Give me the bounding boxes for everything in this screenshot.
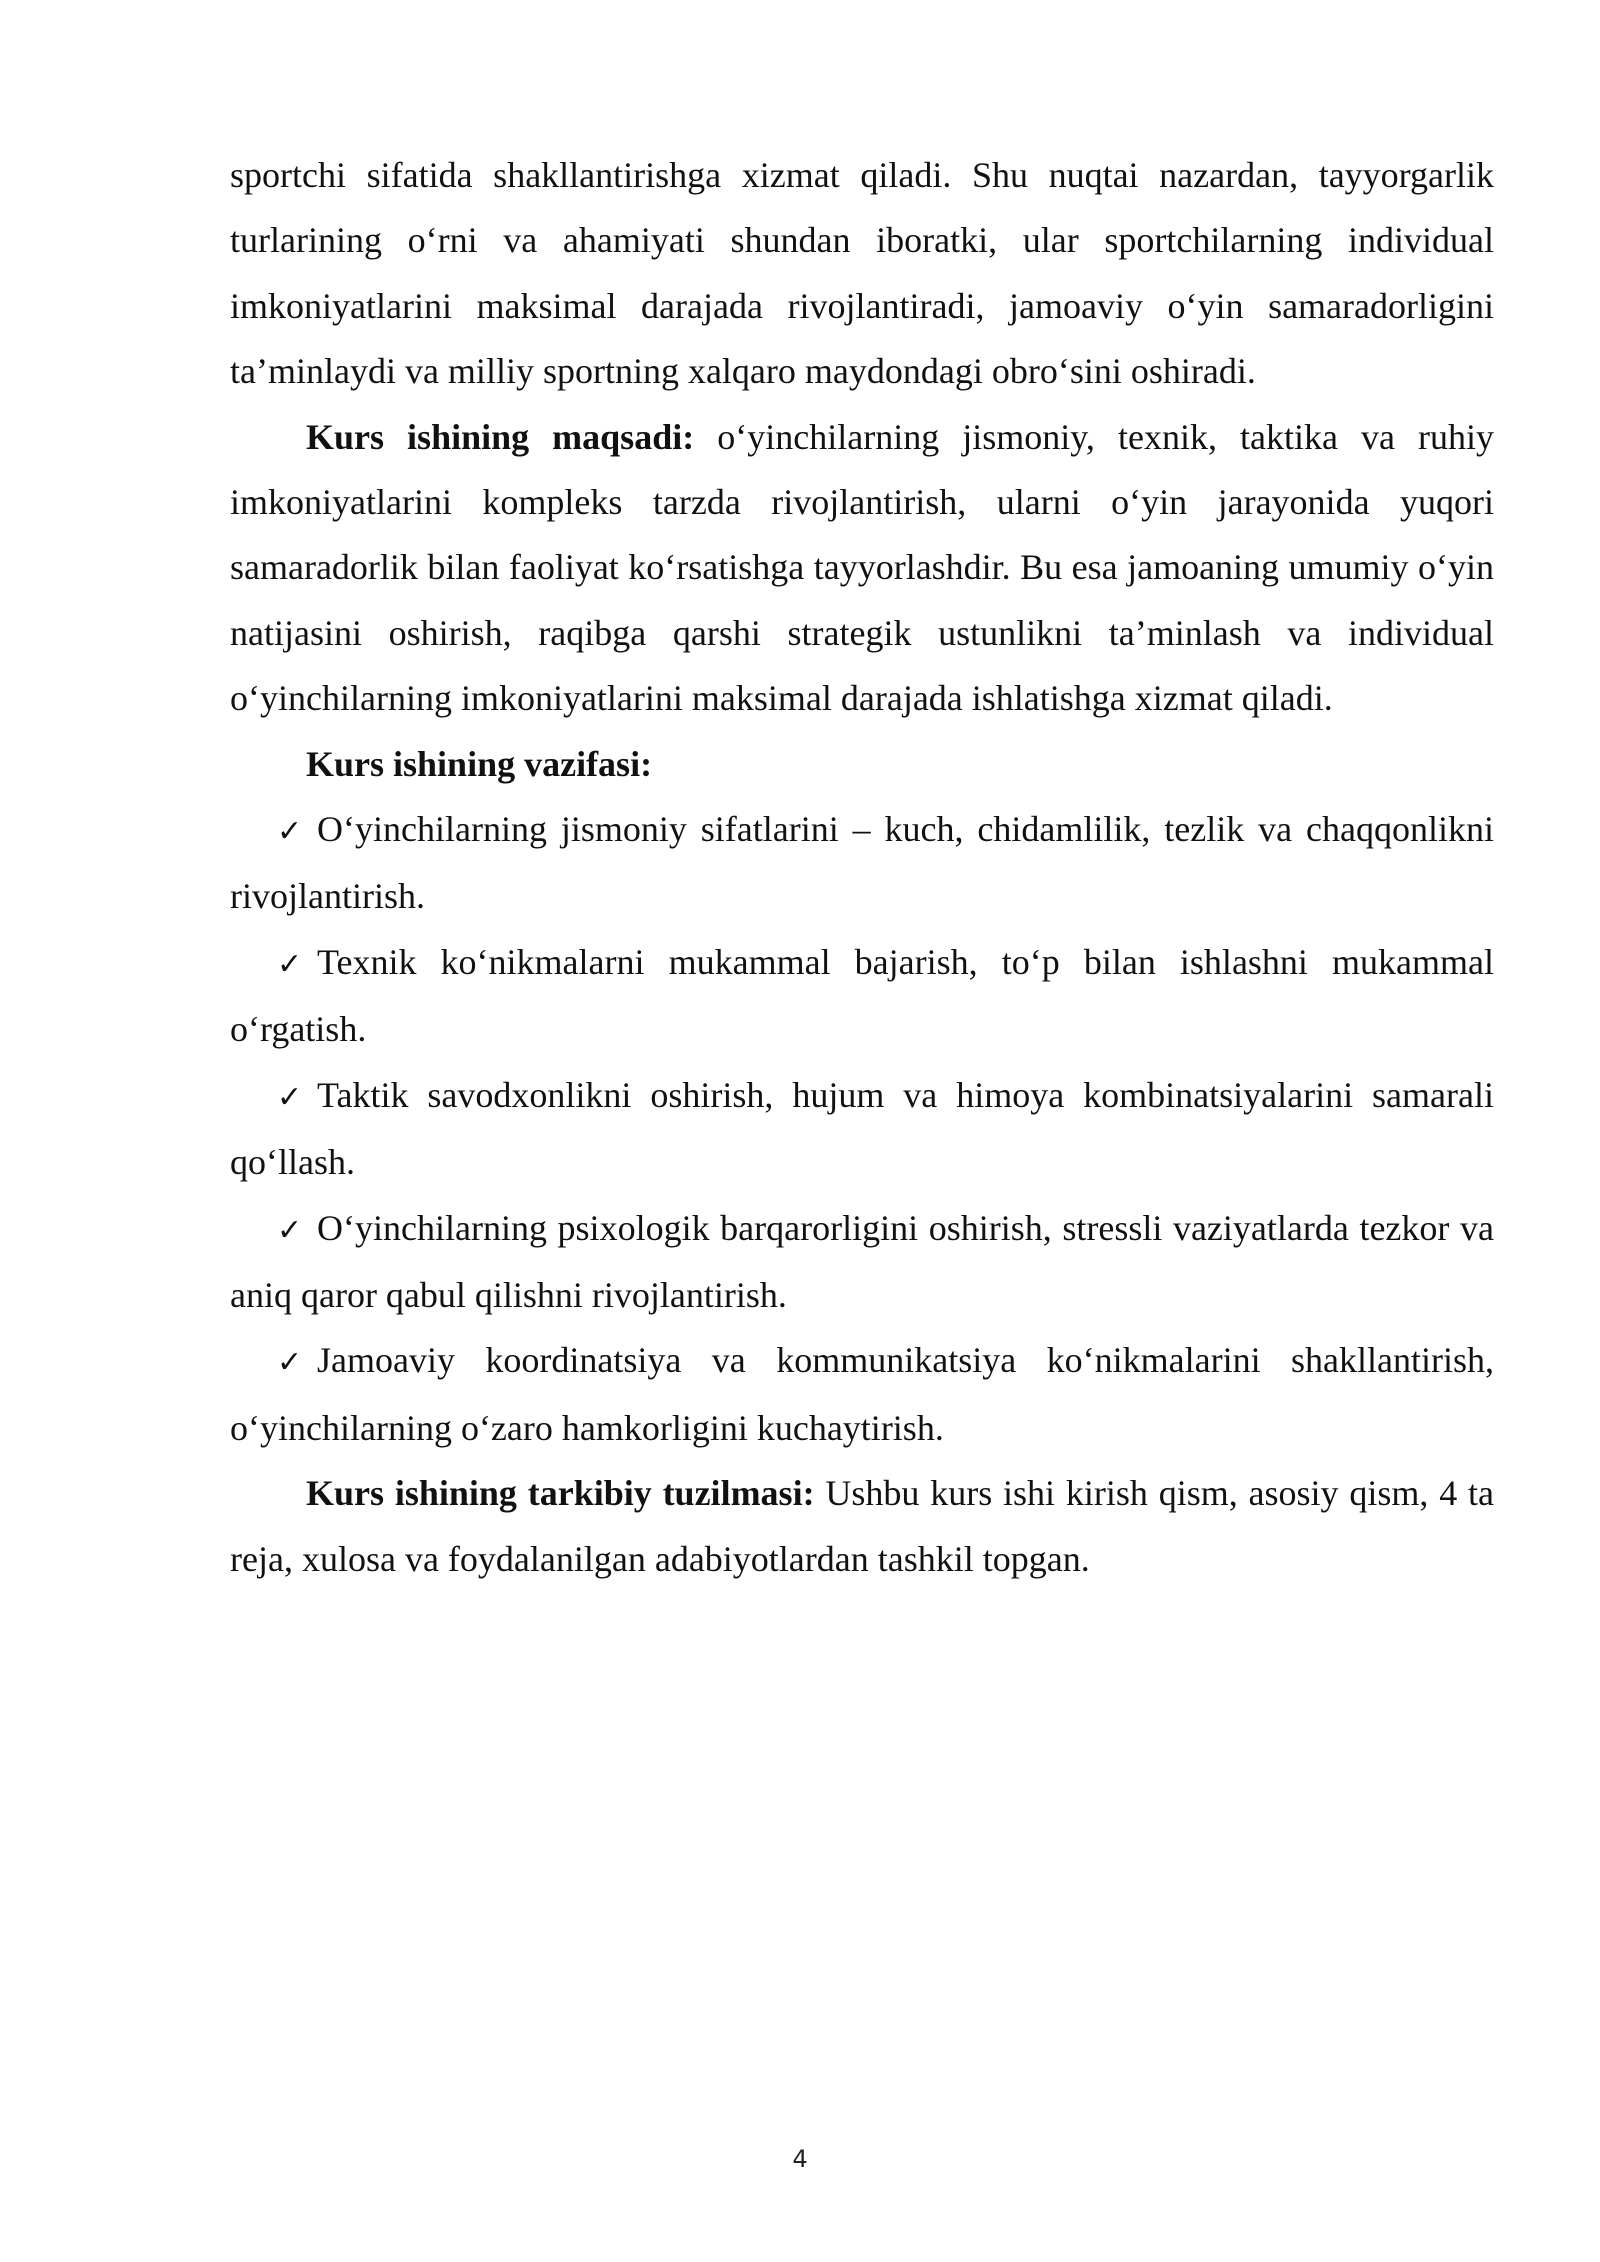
tasks-heading: Kurs ishining vazifasi: bbox=[306, 743, 653, 784]
checkmark-icon: ✓ bbox=[277, 1079, 303, 1115]
task-item-text: O‘yinchilarning psixologik barqarorligini oshirish, stressli vaziyatlarda tezkor va aniq qaror qabul qilishni rivojlantirish. bbox=[230, 1207, 1494, 1315]
structure-paragraph bbox=[230, 1461, 1494, 1592]
structure-heading: Kurs ishining tarkibiy tuzilmasi: bbox=[306, 1473, 815, 1514]
structure-text: Ushbu kurs ishi kirish qism, asosiy qism, 4 ta reja, xulosa va foydalanilgan adabiyotlardan tashkil topgan. bbox=[230, 1473, 1494, 1579]
task-item-text: O‘yinchilarning jismoniy sifatlarini – kuch, chidamlilik, tezlik va chaqqonlikni rivojlantirish. bbox=[230, 809, 1494, 917]
task-item bbox=[230, 797, 1494, 930]
goal-text: o‘yinchilarning jismoniy, texnik, taktika va ruhiy imkoniyatlarini kompleks tarzda rivojlantirish, ularni o‘yin jarayonida yuqori samaradorlik bilan faoliyat ko‘rsatishga tayyorlashdir. Bu esa jamoaning umumiy o‘yin natijasini oshirish, raqibga qarshi strategik ustunlikni ta’minlash va individual o‘yinchilarning imkoniyatlarini maksimal darajada ishlatishga xizmat qiladi. bbox=[230, 416, 1494, 719]
checkmark-icon: ✓ bbox=[277, 814, 303, 850]
goal-heading: Kurs ishining maqsadi: bbox=[306, 416, 695, 457]
page-number: 4 bbox=[792, 2145, 808, 2173]
task-item bbox=[230, 1196, 1494, 1329]
intro-paragraph: sportchi sifatida shakllantirishga xizmat qiladi. Shu nuqtai nazardan, tayyorgarlik turlarining o‘rni va ahamiyati shundan iboratki, ular sportchilarning individual imkoniyatlarini maksimal darajada rivojlantiradi, jamoaviy o‘yin samaradorligini ta’minlaydi va milliy sportning xalqaro maydondagi obro‘sini oshiradi. bbox=[230, 155, 1494, 392]
task-item bbox=[230, 1063, 1494, 1196]
checkmark-icon: ✓ bbox=[277, 1212, 303, 1248]
page-content bbox=[230, 143, 1494, 1592]
task-item bbox=[230, 1328, 1494, 1461]
checkmark-icon: ✓ bbox=[277, 946, 303, 982]
goal-paragraph bbox=[230, 405, 1494, 732]
checkmark-icon: ✓ bbox=[277, 1345, 303, 1381]
task-item bbox=[230, 930, 1494, 1063]
task-item-text: Taktik savodxonlikni oshirish, hujum va himoya kombinatsiyalarini samarali qo‘llash. bbox=[230, 1074, 1494, 1183]
tasks-heading-paragraph bbox=[230, 732, 1494, 797]
task-item-text: Jamoaviy koordinatsiya va kommunikatsiya ko‘nikmalarini shakllantirish, o‘yinchilarning o‘zaro hamkorligini kuchaytirish. bbox=[230, 1340, 1494, 1448]
task-item-text: Texnik ko‘nikmalarni mukammal bajarish, to‘p bilan ishlashni mukammal o‘rgatish. bbox=[230, 941, 1494, 1050]
